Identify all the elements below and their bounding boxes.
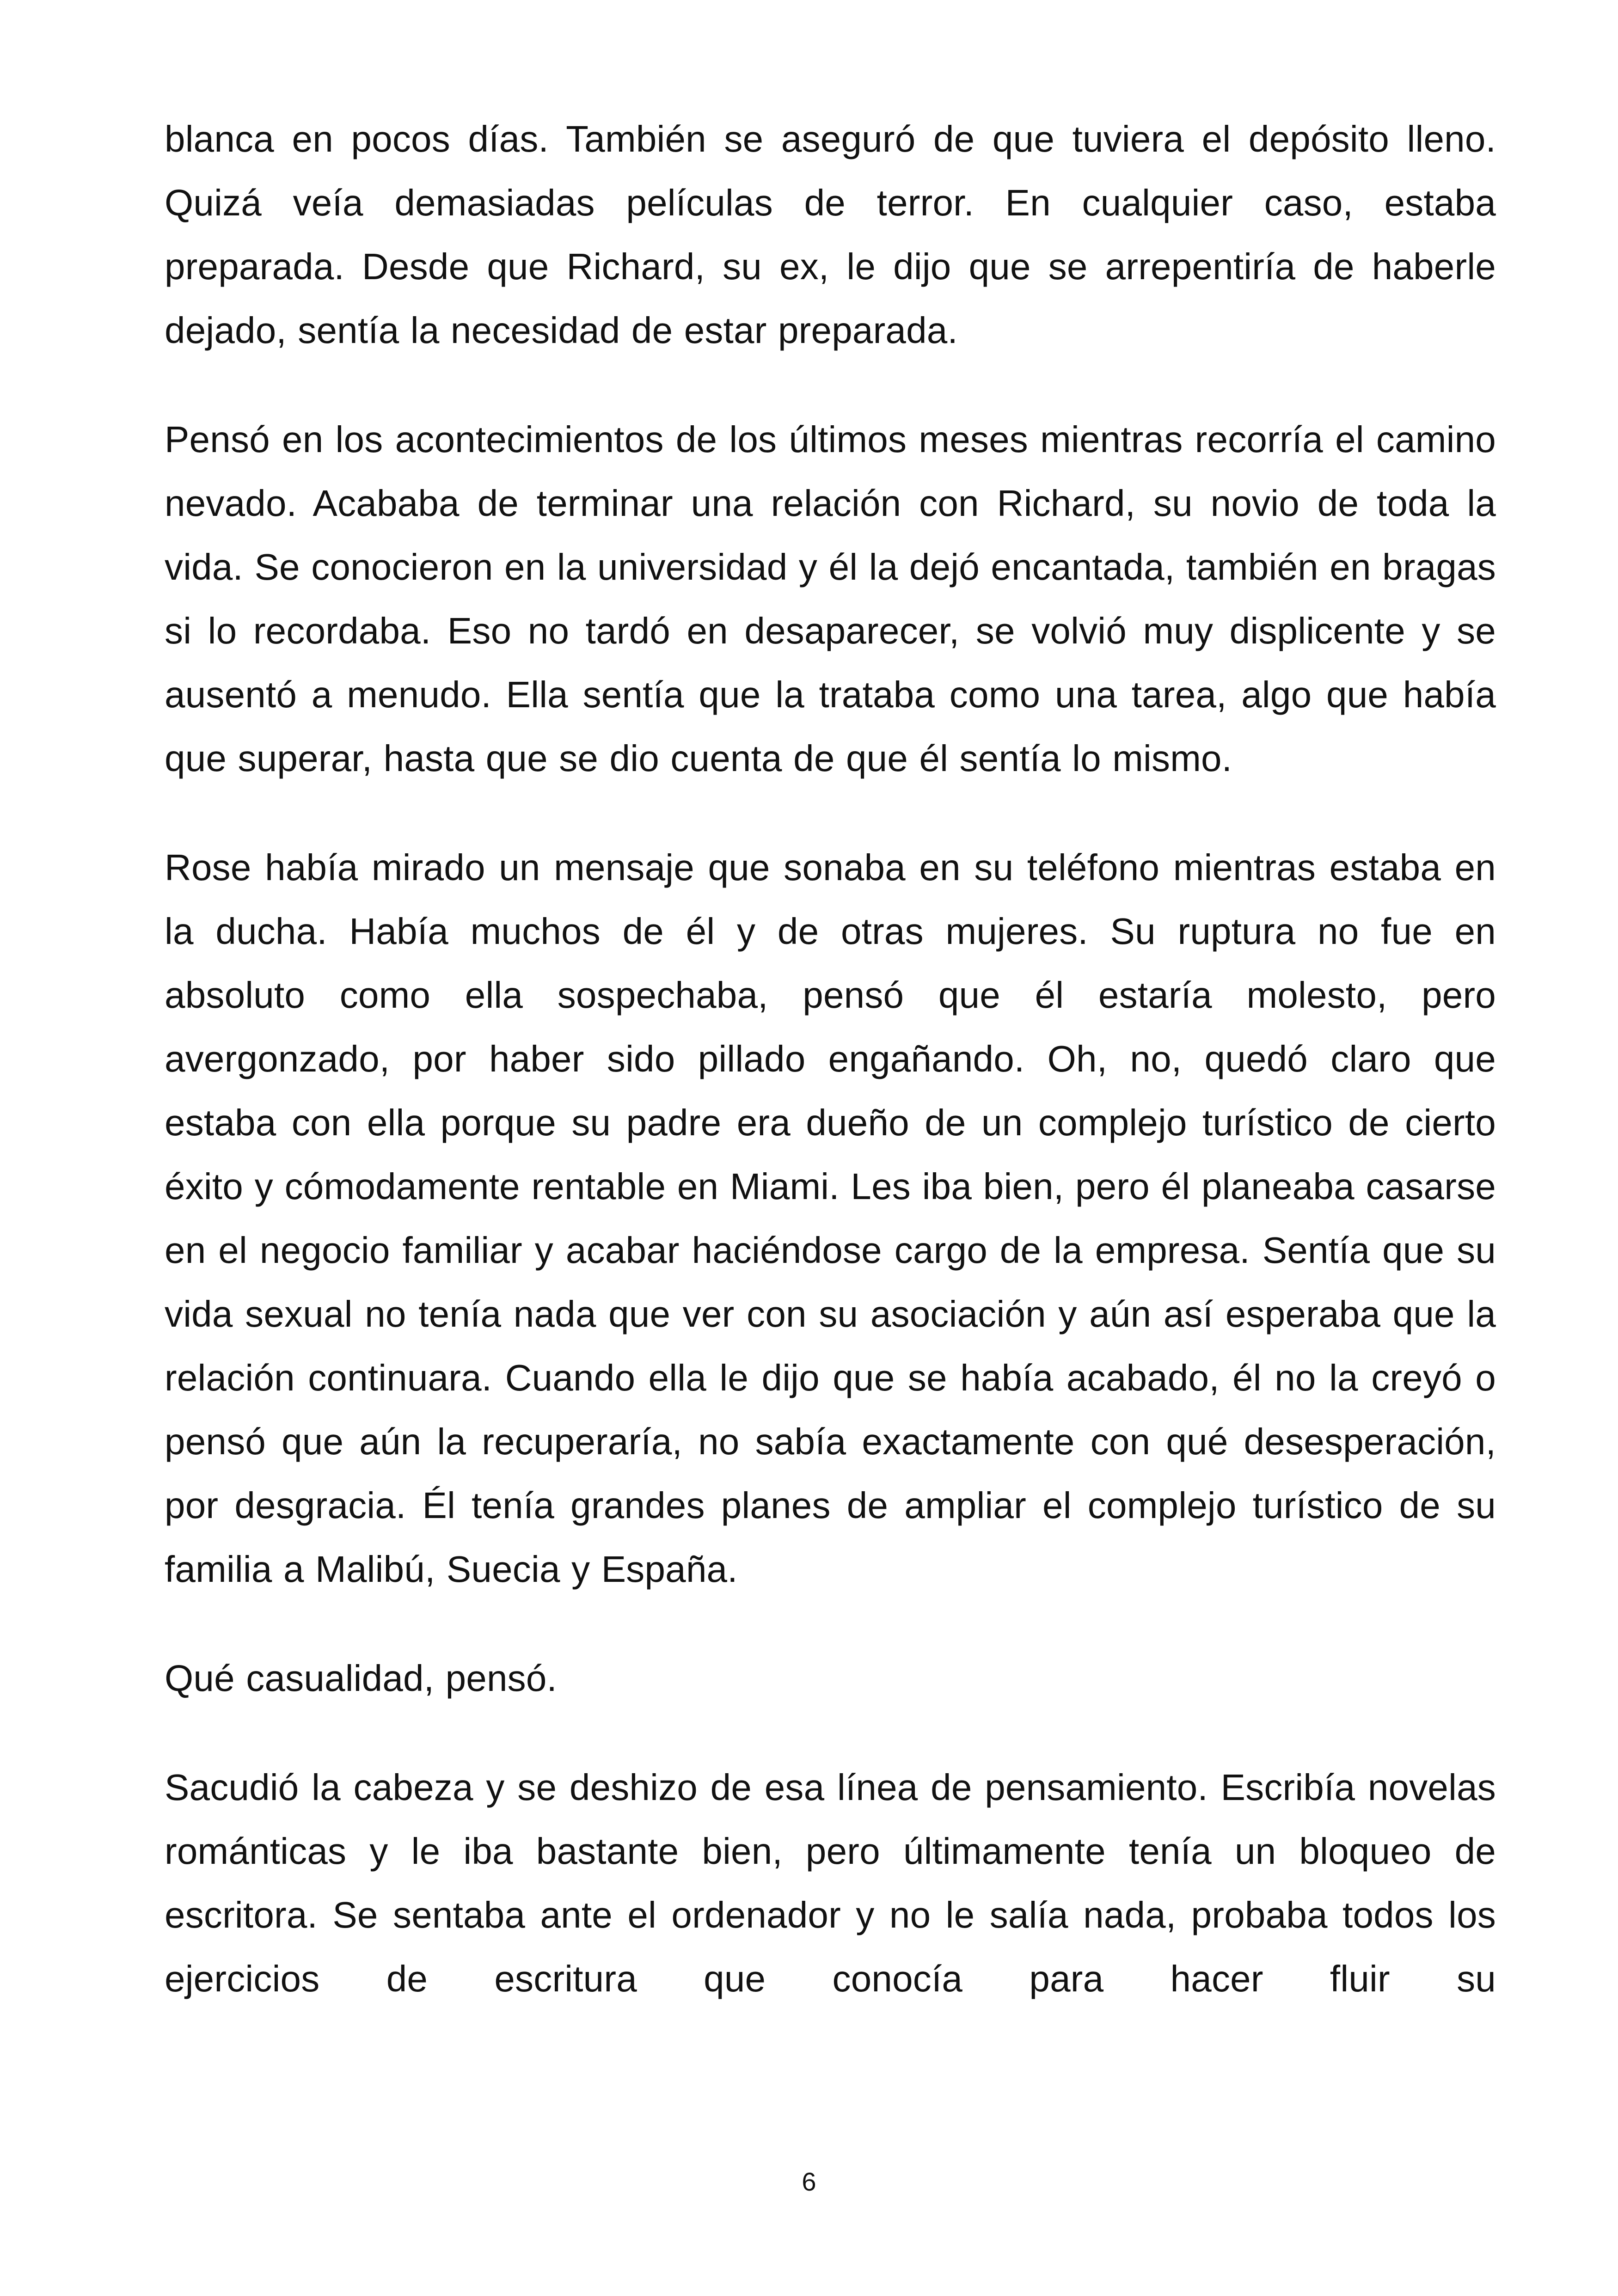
body-text	[165, 107, 1496, 2056]
paragraph-4: Qué casualidad, pensó.	[165, 1658, 557, 1699]
paragraph-2: Pensó en los acontecimientos de los últimos meses mientras recorría el camino nevado. Acababa de terminar una relación con Richard, su novio de toda la vida. Se conocieron en la universidad y él la dejó encantada, también en bragas si lo recordaba. Eso no tardó en desaparecer, se volvió muy displicente y se ausentó a menudo. Ella sentía que la trataba como una tarea, algo que había que superar, hasta que se dio cuenta de que él sentía lo mismo.	[165, 419, 1496, 779]
paragraph-1: blanca en pocos días. También se aseguró de que tuviera el depósito lleno. Quizá veía demasiadas películas de terror. En cualquier caso, estaba preparada. Desde que Richard, su ex, le dijo que se arrepentiría de haberle dejado, sentía la necesidad de estar preparada.	[165, 118, 1496, 351]
paragraph-3: Rose había mirado un mensaje que sonaba en su teléfono mientras estaba en la ducha. Había muchos de él y de otras mujeres. Su ruptura no fue en absoluto como ella sospechaba, pensó que él estaría molesto, pero avergonzado, por haber sido pillado engañando. Oh, no, quedó claro que estaba con ella porque su padre era dueño de un complejo turístico de cierto éxito y cómodamente rentable en Miami. Les iba bien, pero él planeaba casarse en el negocio familiar y acabar haciéndose cargo de la empresa. Sentía que su vida sexual no tenía nada que ver con su asociación y aún así esperaba que la relación continuara. Cuando ella le dijo que se había acabado, él no la creyó o pensó que aún la recuperaría, no sabía exactamente con qué desesperación, por desgracia. Él tenía grandes planes de ampliar el complejo turístico de su familia a Malibú, Suecia y España.	[165, 847, 1496, 1590]
page-number: 6	[802, 2167, 816, 2196]
paragraph-5: Sacudió la cabeza y se deshizo de esa línea de pensamiento. Escribía novelas románticas y le iba bastante bien, pero últimamente tenía un bloqueo de escritora. Se sentaba ante el ordenador y no le salía nada, probaba todos los ejercicios de escritura que conocía para hacer fluir su	[165, 1767, 1496, 1999]
